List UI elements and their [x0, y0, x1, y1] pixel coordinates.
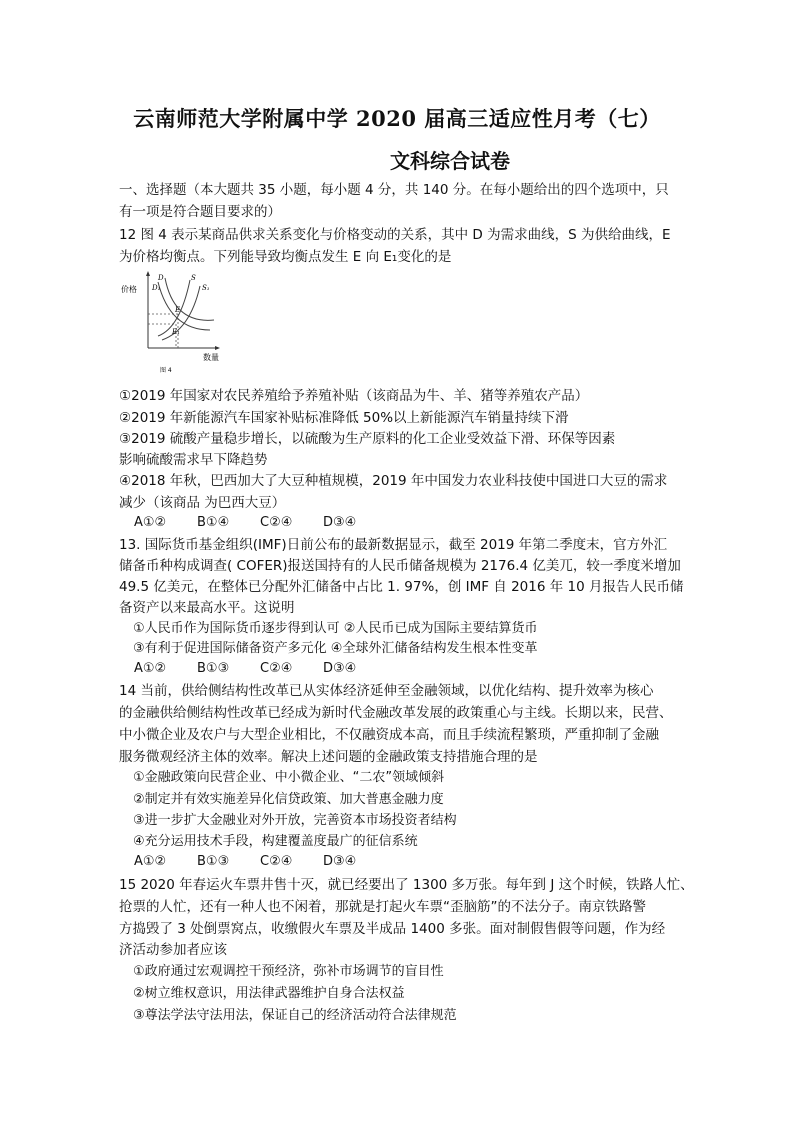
q15-item-2: ②树立维权意识，用法律武器维护自身合法权益: [133, 986, 405, 1001]
q14-item-1: ①金融政策向民营企业、中小微企业、“二农”领域倾斜: [133, 770, 445, 785]
y-axis-arrow: [146, 271, 150, 276]
q12-item-3a: ③2019 硫酸产量稳步增长，以硫酸为生产原料的化工企业受效益下滑、环保等因素: [119, 431, 616, 447]
label-d1: D₁: [152, 284, 161, 292]
label-s1: S₁: [202, 284, 210, 292]
q15-item-3: ③尊法学法守法用法，保证自己的经济活动符合法律规范: [133, 1008, 457, 1023]
q15-stem-line4: 济活动参加者应该: [119, 942, 227, 958]
q15-stem-line3: 方捣毁了 3 处倒票窝点，收缴假火车票及半成品 1400 多张。面对制假售假等问题，作为经: [119, 921, 666, 937]
q14-option-d[interactable]: D③④: [323, 854, 357, 869]
q14-stem-line3: 中小微企业及农户与大型企业相比，不仅融资成本高，而且手续流程繁琐，严重抑制了金融: [119, 727, 659, 743]
q14-item-3: ③进一步扩大金融业对外开放，完善资本市场投资者结构: [133, 813, 457, 828]
label-s: S: [191, 274, 196, 282]
figure-caption: 图 4: [160, 367, 172, 374]
supply-demand-figure: [118, 268, 228, 380]
q12-item-1: ①2019 年国家对农民养殖给予养殖补贴（该商品为牛、羊、猪等养殖农产品）: [119, 388, 589, 404]
q12-option-b[interactable]: B①④: [197, 515, 230, 530]
q14-stem-line1: 14 当前，供给侧结构性改革已从实体经济延伸至金融领域，以优化结构、提升效率为核心: [119, 683, 654, 699]
q13-stem-line1: 13. 国际货币基金组织(IMF)日前公布的最新数据显示，截至 2019 年第二季度末，官方外汇: [119, 537, 668, 553]
q14-item-4: ④充分运用技术手段，构建覆盖度最广的征信系统: [133, 834, 418, 849]
q13-item-row2: ③有利于促进国际储备资产多元化 ④全球外汇储备结构发生根本性变革: [133, 641, 538, 656]
supply-demand-chart: [118, 268, 228, 380]
q12-stem-line1: 12 图 4 表示某商品供求关系变化与价格变动的关系，其中 D 为需求曲线，S 为供给曲线，E: [119, 227, 671, 243]
q12-item-3b: 影响硫酸需求早下降趋势: [119, 452, 268, 468]
q13-options: [134, 661, 386, 676]
page-title: 云南师范大学附属中学 2020 届高三适应性月考（七）: [133, 106, 661, 131]
q13-option-d[interactable]: D③④: [323, 661, 357, 676]
supply-curve-s1: [162, 286, 200, 340]
q14-option-c[interactable]: C②④: [260, 854, 293, 869]
q14-item-2: ②制定并有效实施差异化信贷政策、加大普惠金融力度: [133, 792, 444, 807]
q12-item-4b: 减少（该商品 为巴西大豆）: [119, 495, 286, 511]
q12-item-2: ②2019 年新能源汽车国家补贴标准降低 50%以上新能源汽车销量持续下滑: [119, 410, 569, 426]
q12-stem-line2: 为价格均衡点。下列能导致均衡点发生 E 向 E₁变化的是: [119, 249, 452, 265]
section-instruction-line1: 一、选择题（本大题共 35 小题，每小题 4 分，共 140 分。在每小题给出的四个选项中，只: [119, 182, 669, 198]
q14-option-b[interactable]: B①③: [197, 854, 230, 869]
q12-option-d[interactable]: D③④: [323, 515, 357, 530]
q14-option-a[interactable]: A①②: [134, 854, 167, 869]
y-axis-label: 价格: [121, 285, 137, 294]
q13-stem-line3: 49.5 亿美元，在整体已分配外汇储备中占比 1. 97%，创 IMF 自 2016 年 10 月报告人民币储: [119, 579, 684, 595]
q15-item-1: ①政府通过宏观调控干预经济，弥补市场调节的盲目性: [133, 964, 444, 979]
q12-options: [134, 515, 386, 530]
q13-stem-line4: 备资产以来最高水平。这说明: [119, 600, 295, 616]
x-axis-arrow: [215, 346, 220, 350]
q14-options: [134, 854, 386, 869]
q14-stem-line2: 的金融供给侧结构性改革已经成为新时代金融改革发展的政策重心与主线。长期以来，民营、: [119, 705, 673, 721]
q13-stem-line2: 储备币种构成调查( COFER)报送国持有的人民币储备规模为 2176.4 亿美兀，较一季度米增加: [119, 558, 681, 574]
q14-stem-line4: 服务微观经济主体的效率。解决上述问题的金融政策支持措施合理的是: [119, 749, 538, 765]
q12-option-c[interactable]: C②④: [260, 515, 293, 530]
label-d: D: [158, 274, 164, 282]
section-instruction-line2: 有一项是符合题目要求的）: [119, 204, 281, 220]
page-subtitle: 文科综合试卷: [390, 149, 510, 173]
q13-item-row1: ①人民币作为国际货币逐步得到认可 ②人民币已成为国际主要结算货币: [133, 621, 538, 636]
q15-stem-line2: 抢票的人忙，还有一种人也不闲着，那就是打起火车票“歪脑筋”的不法分子。南京铁路警: [119, 899, 646, 915]
q13-option-b[interactable]: B①③: [197, 661, 230, 676]
q15-stem-line1: 15 2020 年春运火车票井售十灭，就已经要出了 1300 多万张。每年到 J 这个时候，铁路人忙、: [119, 877, 694, 893]
label-e: E: [175, 306, 181, 314]
x-axis-label: 数量: [203, 353, 219, 362]
q13-option-a[interactable]: A①②: [134, 661, 167, 676]
q13-option-c[interactable]: C②④: [260, 661, 293, 676]
q12-item-4a: ④2018 年秋，巴西加大了大豆种植规模，2019 年中国发力农业科技使中国进口大豆的需求: [119, 473, 668, 489]
q12-option-a[interactable]: A①②: [134, 515, 167, 530]
label-e1: E₁: [172, 328, 180, 336]
